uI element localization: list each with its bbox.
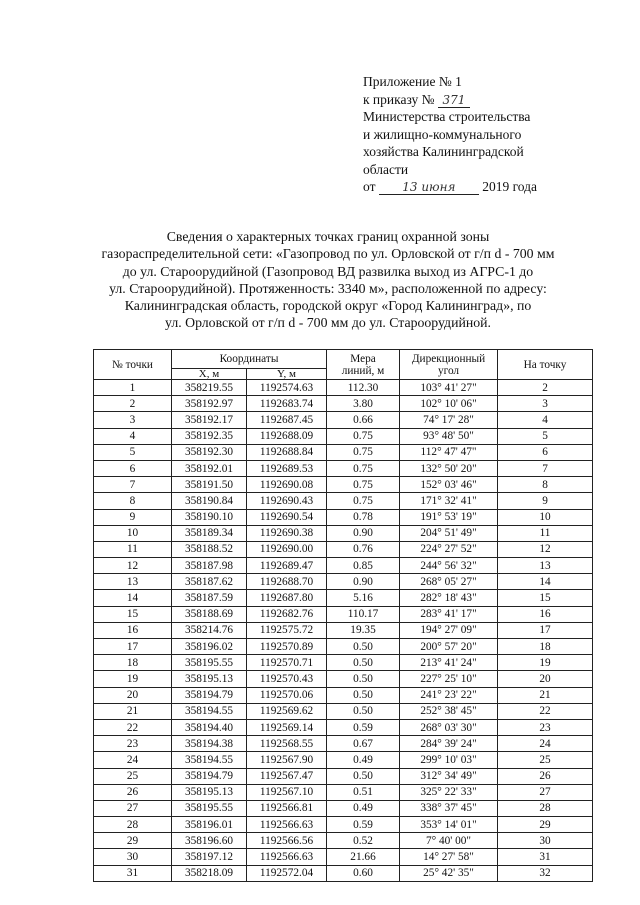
cell-to-point: 30 (498, 833, 593, 849)
cell-x: 358194.55 (172, 752, 247, 768)
cell-point: 22 (94, 719, 172, 735)
cell-measure: 0.50 (327, 703, 400, 719)
date-year: 2019 года (482, 179, 538, 194)
cell-angle: 74° 17' 28" (400, 412, 498, 428)
cell-to-point: 14 (498, 574, 593, 590)
cell-to-point: 8 (498, 477, 593, 493)
cell-y: 1192567.90 (247, 752, 327, 768)
cell-angle: 241° 23' 22" (400, 687, 498, 703)
ministry-line-2: и жилищно-коммунального (363, 126, 522, 142)
cell-to-point: 18 (498, 639, 593, 655)
cell-point: 9 (94, 509, 172, 525)
cell-y: 1192570.71 (247, 655, 327, 671)
cell-to-point: 7 (498, 460, 593, 476)
cell-angle: 152° 03' 46" (400, 477, 498, 493)
cell-to-point: 11 (498, 525, 593, 541)
date-prefix: от (363, 179, 376, 194)
order-prefix: к приказу № (363, 91, 435, 107)
cell-measure: 0.52 (327, 833, 400, 849)
cell-to-point: 4 (498, 412, 593, 428)
cell-angle: 244° 56' 32" (400, 558, 498, 574)
cell-point: 2 (94, 396, 172, 412)
cell-y: 1192687.80 (247, 590, 327, 606)
cell-point: 30 (94, 849, 172, 865)
cell-x: 358188.69 (172, 606, 247, 622)
cell-angle: 284° 39' 24" (400, 736, 498, 752)
cell-x: 358196.60 (172, 833, 247, 849)
cell-to-point: 3 (498, 396, 593, 412)
header-x: X, м (172, 369, 247, 380)
cell-measure: 21.66 (327, 849, 400, 865)
cell-x: 358188.52 (172, 541, 247, 557)
title-line-1: Сведения о характерных точках границ охранной зоны (166, 229, 490, 244)
cell-point: 12 (94, 558, 172, 574)
cell-x: 358219.55 (172, 380, 247, 396)
cell-x: 358194.38 (172, 736, 247, 752)
cell-y: 1192570.43 (247, 671, 327, 687)
title-line-3: до ул. Староорудийной (Газопровод ВД развилка выход из АГРС-1 до (122, 263, 534, 279)
cell-measure: 0.51 (327, 784, 400, 800)
header-angle-line1: Дирекционный (411, 352, 486, 365)
order-line (363, 91, 537, 109)
cell-angle: 102° 10' 06" (400, 396, 498, 412)
cell-to-point: 25 (498, 752, 593, 768)
title-line-4: ул. Староорудийной). Протяженность: 3340 м», расположенной по адресу: (109, 280, 547, 296)
cell-point: 18 (94, 655, 172, 671)
cell-y: 1192566.81 (247, 800, 327, 816)
cell-measure: 0.75 (327, 428, 400, 444)
table-row (94, 817, 593, 833)
header-measure-line2: линий, м (341, 364, 385, 377)
cell-x: 358197.12 (172, 849, 247, 865)
cell-measure: 0.90 (327, 525, 400, 541)
cell-angle: 325° 22' 33" (400, 784, 498, 800)
cell-angle: 224° 27' 52" (400, 541, 498, 557)
table-row (94, 509, 593, 525)
cell-to-point: 16 (498, 606, 593, 622)
cell-y: 1192682.76 (247, 606, 327, 622)
cell-measure: 112.30 (327, 380, 400, 396)
cell-angle: 213° 41' 24" (400, 655, 498, 671)
header-y: Y, м (247, 369, 327, 380)
cell-x: 358196.02 (172, 639, 247, 655)
ministry-line-3: хозяйства Калининградской (363, 144, 524, 159)
header-measure (327, 350, 400, 380)
title-line-2: газораспределительной сети: «Газопровод по ул. Орловской от г/п d - 700 мм (101, 246, 555, 262)
table-row (94, 622, 593, 638)
cell-y: 1192690.43 (247, 493, 327, 509)
cell-to-point: 2 (498, 380, 593, 396)
ministry-line-1: Министерства строительства (363, 109, 531, 124)
table-row (94, 784, 593, 800)
cell-x: 358195.55 (172, 655, 247, 671)
cell-x: 358192.35 (172, 428, 247, 444)
cell-measure: 0.59 (327, 719, 400, 735)
cell-measure: 0.50 (327, 655, 400, 671)
header-point: № точки (94, 350, 172, 380)
header-angle (400, 350, 498, 380)
cell-to-point: 15 (498, 590, 593, 606)
cell-point: 14 (94, 590, 172, 606)
table-row (94, 639, 593, 655)
cell-y: 1192688.70 (247, 574, 327, 590)
table-row (94, 752, 593, 768)
date-line (363, 178, 537, 196)
cell-y: 1192687.45 (247, 412, 327, 428)
table-row (94, 460, 593, 476)
cell-angle: 268° 03' 30" (400, 719, 498, 735)
cell-measure: 19.35 (327, 622, 400, 638)
cell-angle: 112° 47' 47" (400, 444, 498, 460)
cell-angle: 204° 51' 49" (400, 525, 498, 541)
table-row (94, 477, 593, 493)
table-row (94, 412, 593, 428)
cell-to-point: 13 (498, 558, 593, 574)
cell-point: 15 (94, 606, 172, 622)
table-header-row (94, 350, 593, 369)
table-row (94, 768, 593, 784)
cell-angle: 25° 42' 35" (400, 865, 498, 881)
cell-measure: 0.75 (327, 477, 400, 493)
cell-x: 358187.59 (172, 590, 247, 606)
cell-x: 358194.55 (172, 703, 247, 719)
cell-point: 23 (94, 736, 172, 752)
cell-point: 28 (94, 817, 172, 833)
cell-y: 1192567.47 (247, 768, 327, 784)
cell-measure: 0.49 (327, 800, 400, 816)
cell-angle: 227° 25' 10" (400, 671, 498, 687)
cell-angle: 103° 41' 27" (400, 380, 498, 396)
cell-to-point: 29 (498, 817, 593, 833)
cell-measure: 5.16 (327, 590, 400, 606)
cell-point: 11 (94, 541, 172, 557)
cell-angle: 200° 57' 20" (400, 639, 498, 655)
table-row (94, 380, 593, 396)
table-row (94, 865, 593, 881)
ministry-line-4: области (363, 161, 409, 177)
cell-point: 19 (94, 671, 172, 687)
cell-point: 7 (94, 477, 172, 493)
cell-point: 24 (94, 752, 172, 768)
cell-x: 358192.30 (172, 444, 247, 460)
cell-point: 8 (94, 493, 172, 509)
appendix-title: Приложение № 1 (363, 74, 462, 89)
cell-angle: 14° 27' 58" (400, 849, 498, 865)
cell-measure: 0.66 (327, 412, 400, 428)
cell-to-point: 6 (498, 444, 593, 460)
cell-measure: 0.50 (327, 671, 400, 687)
cell-y: 1192570.89 (247, 639, 327, 655)
header-to-point: На точку (498, 350, 593, 380)
cell-x: 358189.34 (172, 525, 247, 541)
cell-point: 17 (94, 639, 172, 655)
cell-angle: 338° 37' 45" (400, 800, 498, 816)
table-row (94, 719, 593, 735)
date-handwritten: 13 июня (379, 180, 479, 195)
cell-point: 25 (94, 768, 172, 784)
cell-point: 26 (94, 784, 172, 800)
table-row (94, 655, 593, 671)
title-line-5: Калининградская область, городской округ «Город Калининград», по (124, 298, 532, 314)
table-row (94, 606, 593, 622)
cell-x: 358218.09 (172, 865, 247, 881)
table-row (94, 590, 593, 606)
cell-y: 1192690.08 (247, 477, 327, 493)
cell-x: 358187.98 (172, 558, 247, 574)
table-row (94, 703, 593, 719)
cell-x: 358195.55 (172, 800, 247, 816)
cell-y: 1192689.53 (247, 460, 327, 476)
cell-angle: 194° 27' 09" (400, 622, 498, 638)
table-row (94, 833, 593, 849)
cell-measure: 0.90 (327, 574, 400, 590)
table-row (94, 493, 593, 509)
cell-angle: 282° 18' 43" (400, 590, 498, 606)
title-line-6: ул. Орловской от г/п d - 700 мм до ул. Староорудийной. (165, 315, 491, 331)
cell-point: 5 (94, 444, 172, 460)
cell-y: 1192566.56 (247, 833, 327, 849)
cell-angle: 171° 32' 41" (400, 493, 498, 509)
header-measure-line1: Мера (350, 352, 376, 365)
cell-measure: 0.75 (327, 444, 400, 460)
cell-measure: 0.59 (327, 817, 400, 833)
cell-measure: 0.76 (327, 541, 400, 557)
cell-to-point: 27 (498, 784, 593, 800)
table-row (94, 800, 593, 816)
cell-to-point: 31 (498, 849, 593, 865)
cell-y: 1192690.54 (247, 509, 327, 525)
cell-angle: 268° 05' 27" (400, 574, 498, 590)
cell-y: 1192567.10 (247, 784, 327, 800)
cell-angle: 299° 10' 03" (400, 752, 498, 768)
cell-to-point: 12 (498, 541, 593, 557)
cell-point: 13 (94, 574, 172, 590)
cell-x: 358194.79 (172, 687, 247, 703)
cell-angle: 191° 53' 19" (400, 509, 498, 525)
table-row (94, 396, 593, 412)
cell-point: 6 (94, 460, 172, 476)
cell-y: 1192688.84 (247, 444, 327, 460)
table-row (94, 736, 593, 752)
cell-y: 1192689.47 (247, 558, 327, 574)
cell-x: 358192.01 (172, 460, 247, 476)
cell-y: 1192566.63 (247, 817, 327, 833)
cell-x: 358192.17 (172, 412, 247, 428)
table-row (94, 541, 593, 557)
cell-to-point: 19 (498, 655, 593, 671)
cell-x: 358187.62 (172, 574, 247, 590)
cell-y: 1192683.74 (247, 396, 327, 412)
cell-y: 1192569.14 (247, 719, 327, 735)
appendix-header (363, 73, 537, 196)
cell-point: 3 (94, 412, 172, 428)
cell-measure: 0.50 (327, 687, 400, 703)
cell-y: 1192575.72 (247, 622, 327, 638)
cell-y: 1192690.38 (247, 525, 327, 541)
cell-measure: 3.80 (327, 396, 400, 412)
table-row (94, 444, 593, 460)
cell-to-point: 5 (498, 428, 593, 444)
cell-to-point: 24 (498, 736, 593, 752)
cell-measure: 0.49 (327, 752, 400, 768)
table-row (94, 558, 593, 574)
cell-point: 27 (94, 800, 172, 816)
cell-to-point: 22 (498, 703, 593, 719)
cell-y: 1192570.06 (247, 687, 327, 703)
cell-x: 358195.13 (172, 671, 247, 687)
cell-y: 1192569.62 (247, 703, 327, 719)
cell-point: 16 (94, 622, 172, 638)
cell-to-point: 28 (498, 800, 593, 816)
cell-measure: 0.75 (327, 460, 400, 476)
cell-point: 20 (94, 687, 172, 703)
cell-to-point: 9 (498, 493, 593, 509)
cell-measure: 0.78 (327, 509, 400, 525)
cell-angle: 252° 38' 45" (400, 703, 498, 719)
coordinates-table (93, 349, 593, 882)
cell-to-point: 26 (498, 768, 593, 784)
cell-to-point: 17 (498, 622, 593, 638)
cell-x: 358214.76 (172, 622, 247, 638)
cell-x: 358190.10 (172, 509, 247, 525)
cell-point: 29 (94, 833, 172, 849)
cell-y: 1192572.04 (247, 865, 327, 881)
cell-to-point: 32 (498, 865, 593, 881)
cell-measure: 0.85 (327, 558, 400, 574)
cell-to-point: 20 (498, 671, 593, 687)
cell-y: 1192688.09 (247, 428, 327, 444)
cell-x: 358196.01 (172, 817, 247, 833)
cell-x: 358194.40 (172, 719, 247, 735)
cell-angle: 312° 34' 49" (400, 768, 498, 784)
cell-angle: 353° 14' 01" (400, 817, 498, 833)
cell-y: 1192690.00 (247, 541, 327, 557)
cell-measure: 0.67 (327, 736, 400, 752)
table-row (94, 574, 593, 590)
cell-point: 1 (94, 380, 172, 396)
cell-y: 1192568.55 (247, 736, 327, 752)
cell-point: 31 (94, 865, 172, 881)
cell-y: 1192566.63 (247, 849, 327, 865)
cell-measure: 110.17 (327, 606, 400, 622)
cell-to-point: 23 (498, 719, 593, 735)
cell-angle: 132° 50' 20" (400, 460, 498, 476)
cell-point: 10 (94, 525, 172, 541)
table-row (94, 849, 593, 865)
cell-y: 1192574.63 (247, 380, 327, 396)
table-row (94, 428, 593, 444)
cell-measure: 0.60 (327, 865, 400, 881)
header-angle-line2: угол (437, 364, 460, 377)
cell-measure: 0.50 (327, 768, 400, 784)
table-body (94, 380, 593, 882)
order-number-handwritten: 371 (438, 93, 470, 108)
cell-x: 358190.84 (172, 493, 247, 509)
cell-point: 4 (94, 428, 172, 444)
cell-angle: 93° 48' 50" (400, 428, 498, 444)
cell-angle: 283° 41' 17" (400, 606, 498, 622)
cell-x: 358195.13 (172, 784, 247, 800)
cell-x: 358194.79 (172, 768, 247, 784)
cell-x: 358192.97 (172, 396, 247, 412)
cell-to-point: 21 (498, 687, 593, 703)
cell-angle: 7° 40' 00" (400, 833, 498, 849)
table-row (94, 525, 593, 541)
cell-to-point: 10 (498, 509, 593, 525)
cell-point: 21 (94, 703, 172, 719)
cell-measure: 0.75 (327, 493, 400, 509)
cell-measure: 0.50 (327, 639, 400, 655)
table-row (94, 687, 593, 703)
cell-x: 358191.50 (172, 477, 247, 493)
header-coordinates: Координаты (172, 350, 327, 369)
document-title (70, 228, 586, 332)
table-row (94, 671, 593, 687)
